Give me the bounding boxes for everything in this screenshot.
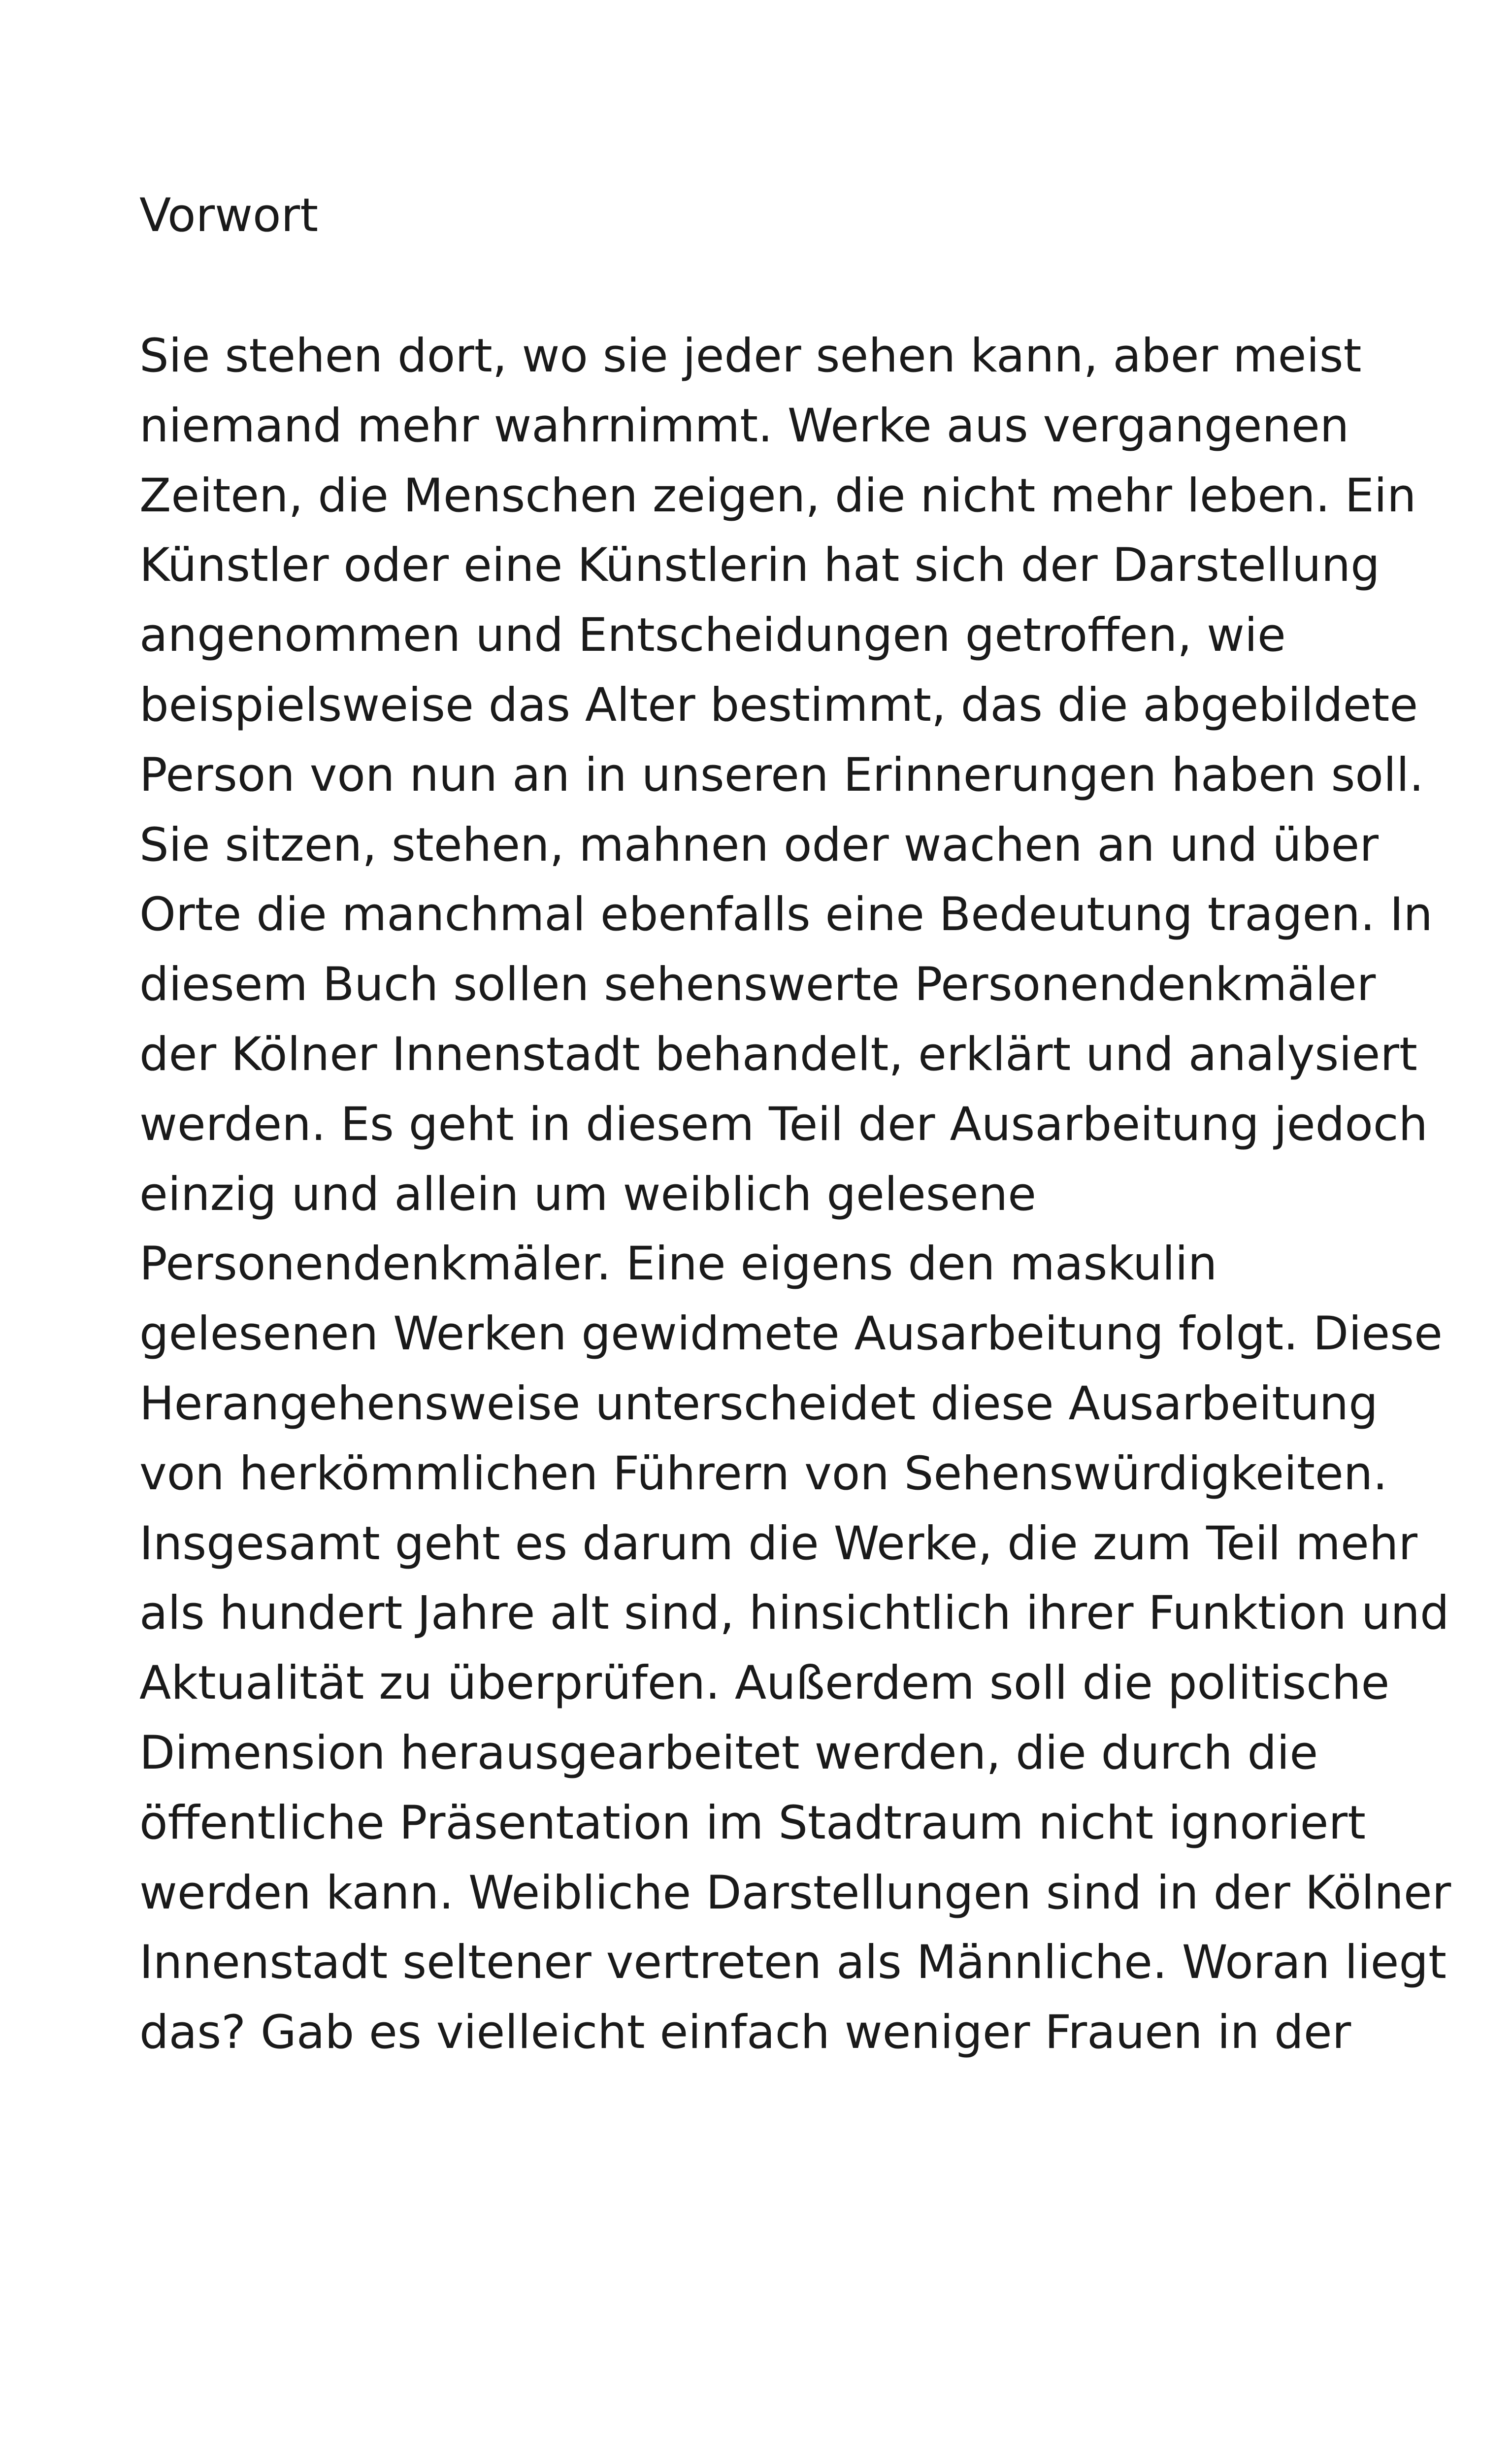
body-paragraph bbox=[139, 321, 1451, 2068]
text-line: Insgesamt geht es darum die Werke, die zum Teil mehr bbox=[139, 1516, 1418, 1571]
section-heading: Vorwort bbox=[139, 189, 319, 242]
text-line: Zeiten, die Menschen zeigen, die nicht mehr leben. Ein bbox=[139, 469, 1416, 523]
text-line: Aktualität zu überprüfen. Außerdem soll die politische bbox=[139, 1656, 1390, 1710]
text-line: werden. Es geht in diesem Teil der Ausarbeitung jedoch bbox=[139, 1097, 1428, 1151]
text-line: werden kann. Weibliche Darstellungen sind in der Kölner bbox=[139, 1866, 1451, 1920]
text-line: beispielsweise das Alter bestimmt, das die abgebildete bbox=[139, 678, 1418, 732]
text-line: Person von nun an in unseren Erinnerungen haben soll. bbox=[139, 748, 1424, 802]
text-line: Dimension herausgearbeitet werden, die durch die bbox=[139, 1726, 1318, 1780]
text-line: als hundert Jahre alt sind, hinsichtlich ihrer Funktion und bbox=[139, 1586, 1449, 1641]
text-line: gelesenen Werken gewidmete Ausarbeitung folgt. Diese bbox=[139, 1307, 1443, 1361]
text-line: das? Gab es vielleicht einfach weniger Frauen in der bbox=[139, 2006, 1351, 2060]
text-line: einzig und allein um weiblich gelesene bbox=[139, 1167, 1037, 1221]
text-line: diesem Buch sollen sehenswerte Personendenkmäler bbox=[139, 958, 1376, 1012]
text-line: Sie stehen dort, wo sie jeder sehen kann, aber meist bbox=[139, 329, 1362, 383]
text-line: Sie sitzen, stehen, mahnen oder wachen an und über bbox=[139, 818, 1379, 872]
text-line: der Kölner Innenstadt behandelt, erklärt und analysiert bbox=[139, 1027, 1417, 1081]
text-line: öffentliche Präsentation im Stadtraum nicht ignoriert bbox=[139, 1796, 1366, 1850]
text-line: Herangehensweise unterscheidet diese Ausarbeitung bbox=[139, 1376, 1378, 1431]
text-line: niemand mehr wahrnimmt. Werke aus vergangenen bbox=[139, 399, 1349, 453]
text-line: Innenstadt seltener vertreten als Männliche. Woran liegt bbox=[139, 1936, 1446, 1990]
text-line: Personendenkmäler. Eine eigens den maskulin bbox=[139, 1237, 1217, 1291]
text-line: von herkömmlichen Führern von Sehenswürdigkeiten. bbox=[139, 1446, 1388, 1501]
text-line: Künstler oder eine Künstlerin hat sich der Darstellung bbox=[139, 538, 1380, 593]
text-line: angenommen und Entscheidungen getroffen, wie bbox=[139, 608, 1286, 663]
text-line: Orte die manchmal ebenfalls eine Bedeutung tragen. In bbox=[139, 888, 1433, 942]
